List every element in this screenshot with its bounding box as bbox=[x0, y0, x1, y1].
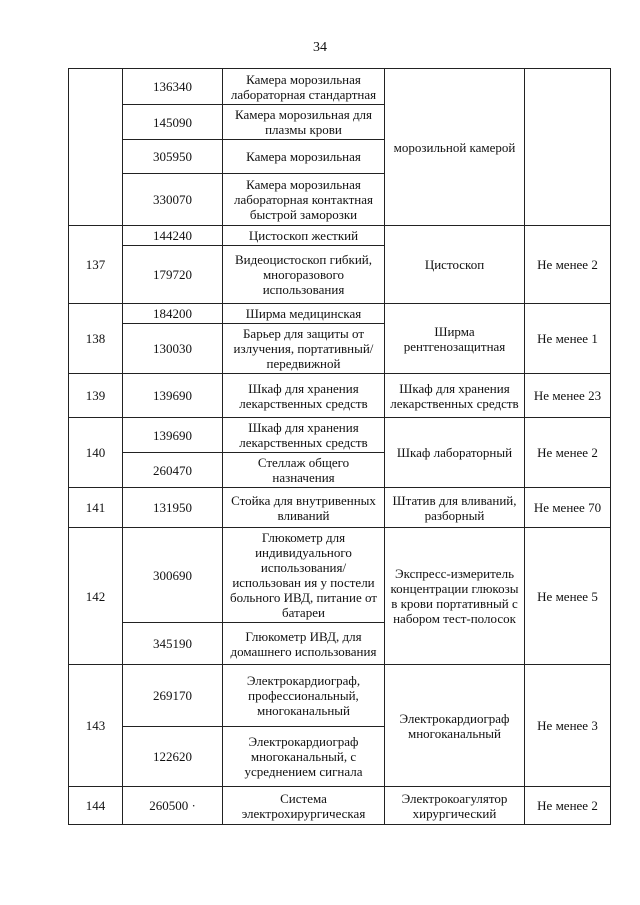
group-name-cell: Экспресс-измеритель концентрации глюкозы в крови портативный с набором тест-полосок bbox=[385, 528, 525, 665]
name-cell: Камера морозильная лабораторная контактная быстрой заморозки bbox=[223, 174, 385, 226]
group-name-cell: Электрокоагулятор хирургический bbox=[385, 787, 525, 825]
group-name-cell: Штатив для вливаний, разборный bbox=[385, 488, 525, 528]
quantity-cell: Не менее 5 bbox=[525, 528, 611, 665]
group-name-cell: Электрокардиограф многоканальный bbox=[385, 665, 525, 787]
equipment-table bbox=[68, 68, 611, 825]
code-cell: 131950 bbox=[123, 488, 223, 528]
code-cell: 269170 bbox=[123, 665, 223, 727]
code-cell: 136340 bbox=[123, 69, 223, 105]
table-row bbox=[69, 418, 611, 453]
table-row bbox=[69, 69, 611, 105]
name-cell: Видеоцистоскоп гибкий, многоразового использования bbox=[223, 246, 385, 304]
code-cell: 145090 bbox=[123, 105, 223, 140]
code-cell: 330070 bbox=[123, 174, 223, 226]
table-row bbox=[69, 488, 611, 528]
table-row bbox=[69, 374, 611, 418]
code-cell: 300690 bbox=[123, 528, 223, 623]
name-cell: Электрокардиограф многоканальный, с усреднением сигнала bbox=[223, 727, 385, 787]
row-number-cell: 144 bbox=[69, 787, 123, 825]
row-number-cell: 140 bbox=[69, 418, 123, 488]
table-row bbox=[69, 226, 611, 246]
row-number-cell: 137 bbox=[69, 226, 123, 304]
group-name-cell: Шкаф лабораторный bbox=[385, 418, 525, 488]
code-cell: 345190 bbox=[123, 623, 223, 665]
name-cell: Камера морозильная для плазмы крови bbox=[223, 105, 385, 140]
name-cell: Ширма медицинская bbox=[223, 304, 385, 324]
row-number-cell: 142 bbox=[69, 528, 123, 665]
code-cell: 144240 bbox=[123, 226, 223, 246]
quantity-cell: Не менее 2 bbox=[525, 787, 611, 825]
code-cell: 139690 bbox=[123, 374, 223, 418]
quantity-cell: Не менее 1 bbox=[525, 304, 611, 374]
name-cell: Шкаф для хранения лекарственных средств bbox=[223, 374, 385, 418]
code-cell: 260470 bbox=[123, 453, 223, 488]
group-name-cell: Цистоскоп bbox=[385, 226, 525, 304]
group-name-cell: Шкаф для хранения лекарственных средств bbox=[385, 374, 525, 418]
group-name-cell: Ширма рентгенозащитная bbox=[385, 304, 525, 374]
table-row bbox=[69, 304, 611, 324]
name-cell: Глюкометр ИВД, для домашнего использования bbox=[223, 623, 385, 665]
name-cell: Камера морозильная лабораторная стандартная bbox=[223, 69, 385, 105]
quantity-cell bbox=[525, 69, 611, 226]
table-row bbox=[69, 665, 611, 727]
table-row bbox=[69, 787, 611, 825]
row-number-cell bbox=[69, 69, 123, 226]
code-cell: 139690 bbox=[123, 418, 223, 453]
name-cell: Цистоскоп жесткий bbox=[223, 226, 385, 246]
row-number-cell: 141 bbox=[69, 488, 123, 528]
name-cell: Стеллаж общего назначения bbox=[223, 453, 385, 488]
quantity-cell: Не менее 3 bbox=[525, 665, 611, 787]
row-number-cell: 138 bbox=[69, 304, 123, 374]
code-cell: 179720 bbox=[123, 246, 223, 304]
table-row bbox=[69, 528, 611, 623]
name-cell: Стойка для внутривенных вливаний bbox=[223, 488, 385, 528]
quantity-cell: Не менее 23 bbox=[525, 374, 611, 418]
quantity-cell: Не менее 70 bbox=[525, 488, 611, 528]
quantity-cell: Не менее 2 bbox=[525, 226, 611, 304]
quantity-cell: Не менее 2 bbox=[525, 418, 611, 488]
name-cell: Система электрохирургическая bbox=[223, 787, 385, 825]
code-cell: 260500 · bbox=[123, 787, 223, 825]
row-number-cell: 139 bbox=[69, 374, 123, 418]
row-number-cell: 143 bbox=[69, 665, 123, 787]
name-cell: Камера морозильная bbox=[223, 140, 385, 174]
name-cell: Барьер для защиты от излучения, портативный/передвижной bbox=[223, 324, 385, 374]
group-name-cell: морозильной камерой bbox=[385, 69, 525, 226]
code-cell: 122620 bbox=[123, 727, 223, 787]
name-cell: Шкаф для хранения лекарственных средств bbox=[223, 418, 385, 453]
code-cell: 184200 bbox=[123, 304, 223, 324]
name-cell: Глюкометр для индивидуального использования/использован ия у постели больного ИВД, питание от батареи bbox=[223, 528, 385, 623]
name-cell: Электрокардиограф, профессиональный, многоканальный bbox=[223, 665, 385, 727]
page-number: 34 bbox=[313, 40, 327, 55]
code-cell: 305950 bbox=[123, 140, 223, 174]
code-cell: 130030 bbox=[123, 324, 223, 374]
